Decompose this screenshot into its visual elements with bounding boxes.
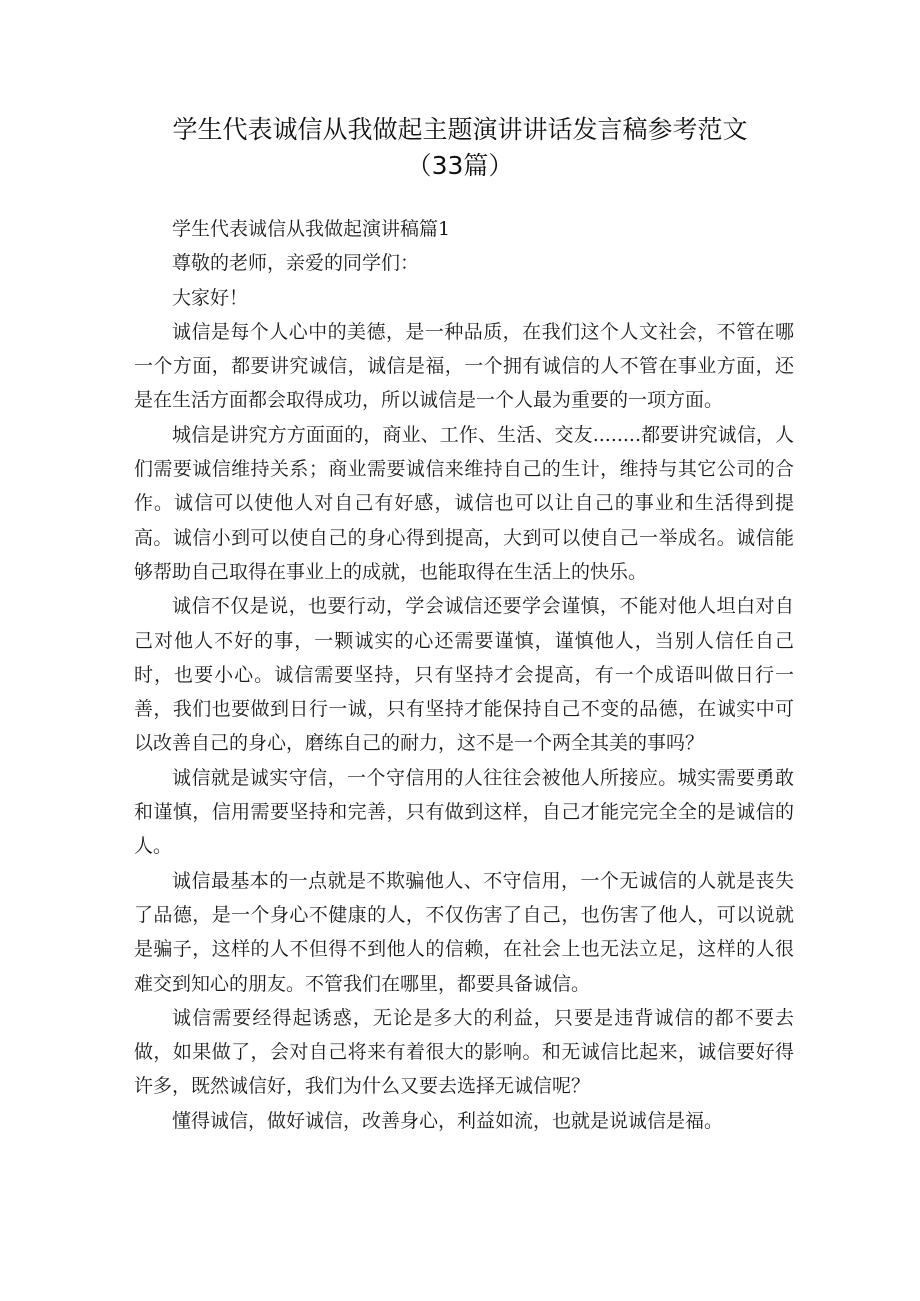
salutation: 尊敬的老师，亲爱的同学们： — [172, 252, 420, 275]
body-paragraph-4: 诚信就是诚实守信，一个守信用的人往往会被他人所接应。城实需要勇敢和谨慎，信用需要坚持和完善，只有做到这样，自己才能完完全全的是诚信的人。 — [134, 766, 794, 858]
body-paragraph-3: 诚信不仅是说，也要行动，学会诚信还要学会谨慎，不能对他人坦白对自己对他人不好的事，一颗诚实的心还需要谨慎，谨慎他人，当别人信任自己时，也要小心。诚信需要坚持，只有坚持才会提高，有一个成语叫做日行一善，我们也要做到日行一诚，只有坚持才能保持自己不变的品德，在诚实中可以改善自己的身心，磨练自己的耐力，这不是一个两全其美的事吗？ — [134, 595, 794, 755]
document-body — [134, 212, 794, 1138]
body-paragraph-2: 城信是讲究方方面面的，商业、工作、生活、交友........都要讲究诚信，人们需要诚信维持关系；商业需要诚信来维持自己的生计，维持与其它公司的合作。诚信可以使他人对自己有好感，诚信也可以让自己的事业和生活得到提高。诚信小到可以使自己的身心得到提高，大到可以使自己一举成名。诚信能够帮助自己取得在事业上的成就，也能取得在生活上的快乐。 — [134, 423, 794, 583]
body-paragraph-1: 诚信是每个人心中的美德，是一种品质，在我们这个人文社会，不管在哪一个方面，都要讲究诚信，诚信是福，一个拥有诚信的人不管在事业方面，还是在生活方面都会取得成功，所以诚信是一个人最为重要的一项方面。 — [134, 320, 794, 412]
body-paragraph-6: 诚信需要经得起诱惑，无论是多大的利益，只要是违背诚信的都不要去做，如果做了，会对自己将来有着很大的影响。和无诚信比起来，诚信要好得许多，既然诚信好，我们为什么又要去选择无诚信呢？ — [134, 1006, 794, 1098]
title-line-2: （33篇） — [406, 151, 514, 180]
title-line-1: 学生代表诚信从我做起主题演讲讲话发言稿参考范文 — [172, 115, 748, 144]
section-heading: 学生代表诚信从我做起演讲稿篇1 — [172, 218, 451, 240]
body-paragraph-5: 诚信最基本的一点就是不欺骗他人、不守信用，一个无诚信的人就是丧失了品德，是一个身心不健康的人，不仅伤害了自己，也伤害了他人，可以说就是骗子，这样的人不但得不到他人的信赖，在社会上也无法立足，这样的人很难交到知心的朋友。不管我们在哪里，都要具备诚信。 — [134, 869, 794, 995]
document-title — [120, 112, 800, 184]
greeting: 大家好！ — [172, 286, 249, 309]
body-paragraph-7: 懂得诚信，做好诚信，改善身心，利益如流，也就是说诚信是福。 — [172, 1109, 724, 1132]
